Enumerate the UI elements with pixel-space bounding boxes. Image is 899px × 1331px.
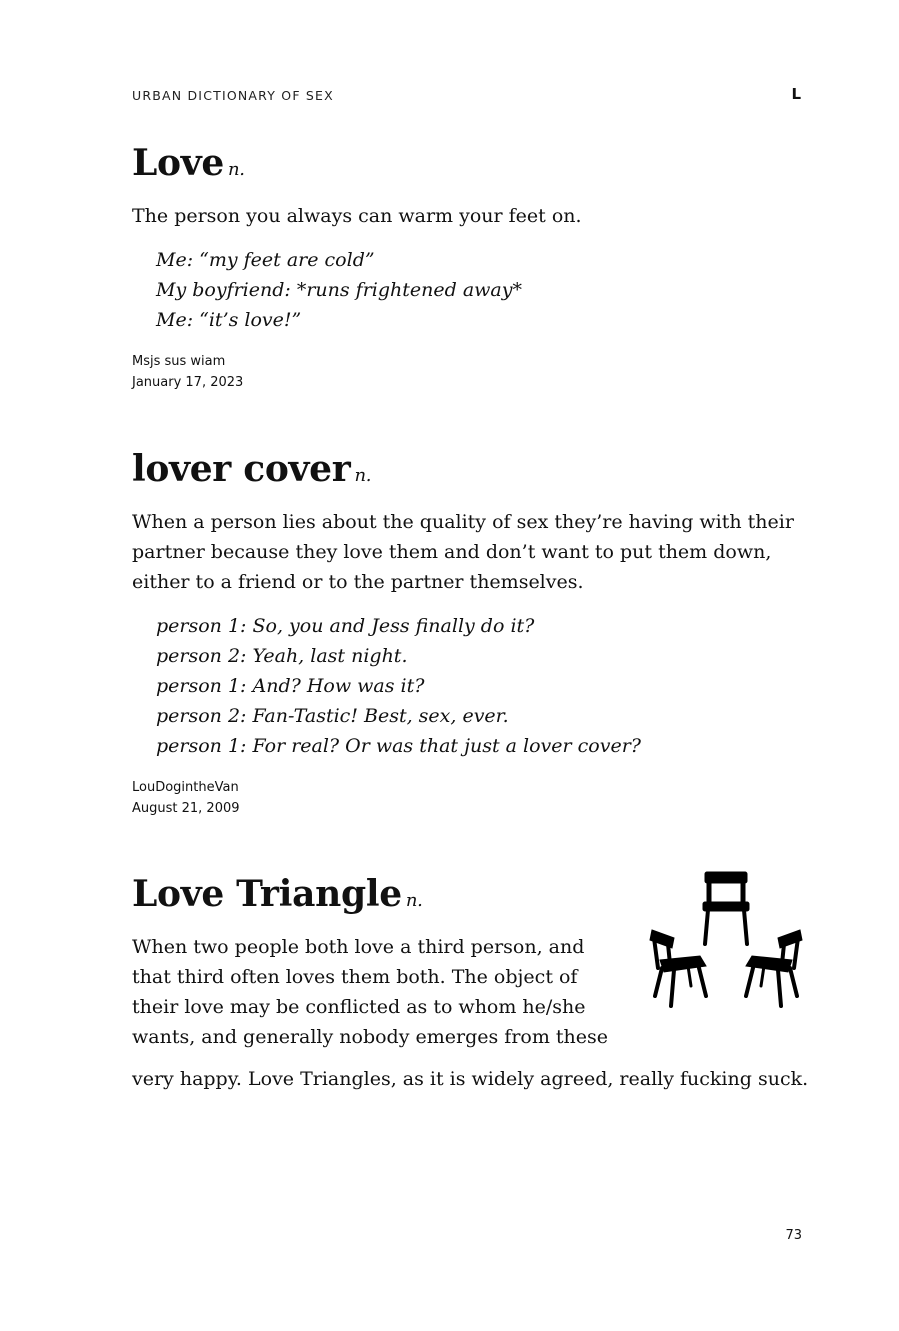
headword-text: Love Triangle <box>132 873 402 915</box>
entry-definition: The person you always can warm your feet on. <box>132 205 582 227</box>
chair-right-icon <box>746 930 802 1006</box>
chair-top-icon <box>703 872 749 944</box>
entry-author: LouDogintheVan <box>132 780 239 795</box>
entry-definition: When two people both love a third person, and that third often loves them both. The object of their love may be conflicted as to whom he/she wants, and generally nobody emerges from these <box>132 936 609 1048</box>
entry-example <box>156 611 804 761</box>
example-line: person 1: So, you and Jess finally do it? <box>156 615 535 637</box>
entry-meta <box>132 351 804 393</box>
headword-text: lover cover <box>132 448 351 490</box>
headword-text: Love <box>132 142 224 184</box>
example-line: Me: “my feet are cold” <box>156 249 375 271</box>
example-line: person 2: Yeah, last night. <box>156 645 408 667</box>
entry-example <box>156 245 804 335</box>
entry-date: January 17, 2023 <box>132 375 244 390</box>
entry-lover-cover <box>132 449 804 819</box>
running-title: URBAN DICTIONARY OF SEX <box>132 88 334 103</box>
chair-left-icon <box>650 930 706 1006</box>
entry-definition-continued: very happy. Love Triangles, as it is widely agreed, really fucking suck. <box>132 1068 809 1090</box>
entry-date: August 21, 2009 <box>132 801 240 816</box>
example-line: person 2: Fan-Tastic! Best, sex, ever. <box>156 705 509 727</box>
entry-author: Msjs sus wiam <box>132 354 226 369</box>
example-line: My boyfriend: *runs frightened away* <box>156 279 522 301</box>
entry-love <box>132 143 804 393</box>
entry-definition: When a person lies about the quality of sex they’re having with their partner because they love them and don’t want to put them down, either to a friend or to the partner themselves. <box>132 511 794 593</box>
three-chairs-triangle-icon <box>646 868 806 1013</box>
part-of-speech: n. <box>354 465 372 486</box>
page-number: 73 <box>785 1228 802 1243</box>
entry-meta <box>132 777 804 819</box>
part-of-speech: n. <box>227 159 245 180</box>
entry-headword <box>132 449 804 496</box>
example-line: Me: “it’s love!” <box>156 309 302 331</box>
section-letter: L <box>791 85 801 103</box>
example-line: person 1: For real? Or was that just a lover cover? <box>156 735 641 757</box>
entry-headword <box>132 143 804 190</box>
part-of-speech: n. <box>405 890 423 911</box>
example-line: person 1: And? How was it? <box>156 675 425 697</box>
